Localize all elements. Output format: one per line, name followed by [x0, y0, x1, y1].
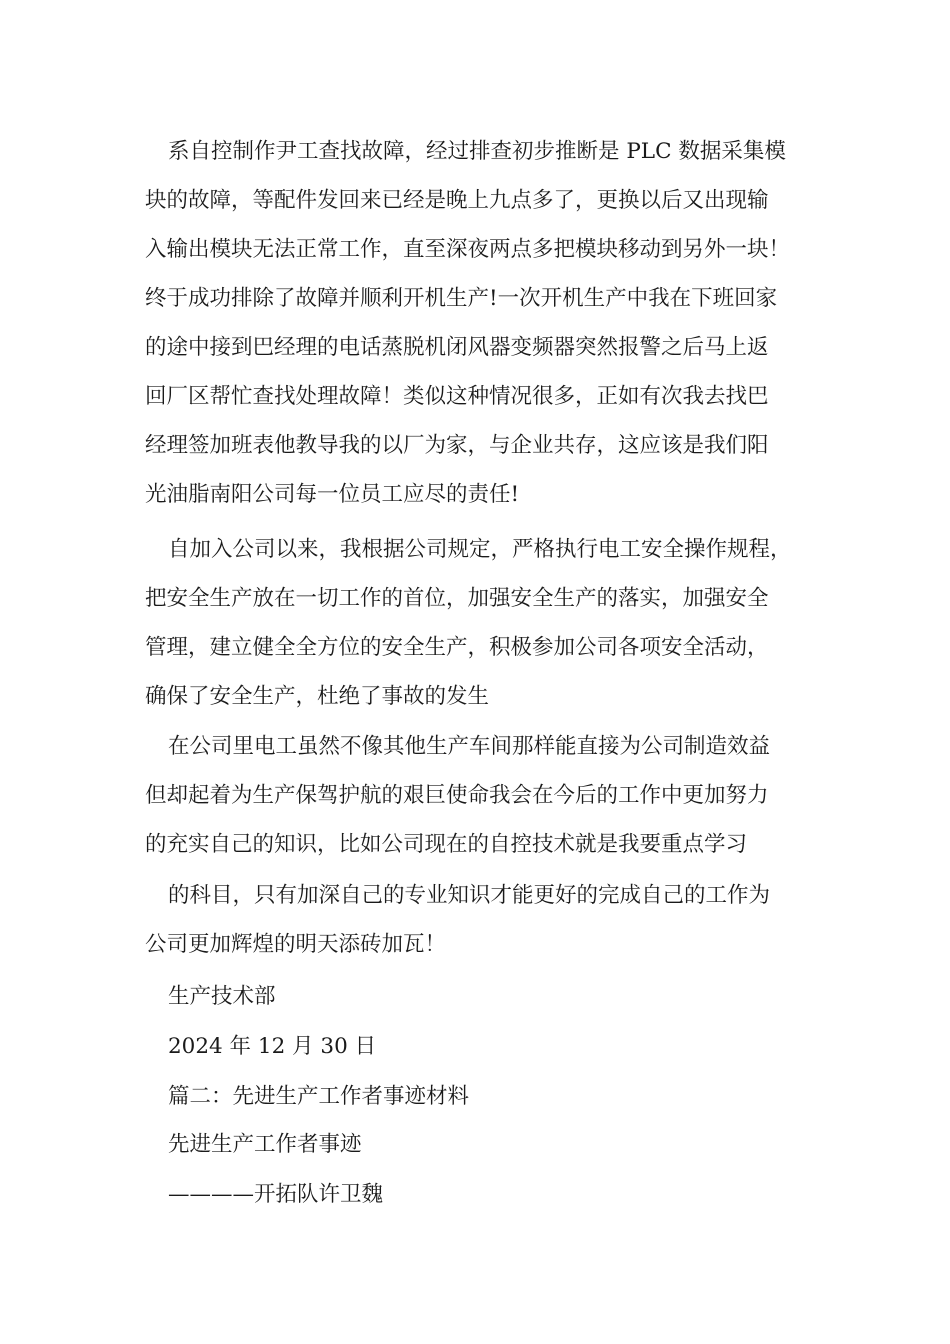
paragraph-line: 的科目，只有加深自己的专业知识才能更好的完成自己的工作为: [168, 883, 771, 908]
paragraph-line: 把安全生产放在一切工作的首位，加强安全生产的落实，加强安全: [145, 586, 769, 611]
paragraph-line: 块的故障，等配件发回来已经是晚上九点多了，更换以后又出现输: [145, 188, 769, 213]
paragraph-line: 管理，建立健全全方位的安全生产，积极参加公司各项安全活动，: [145, 635, 769, 660]
section-title: 先进生产工作者事迹: [168, 1132, 362, 1157]
section-heading: 篇二：先进生产工作者事迹材料: [168, 1084, 470, 1109]
paragraph-line: 但却起着为生产保驾护航的艰巨使命我会在今后的工作中更加努力: [145, 783, 769, 808]
paragraph-line: 入输出模块无法正常工作，直至深夜两点多把模块移动到另外一块！: [145, 237, 791, 262]
section-subtitle: ————开拓队许卫魏: [168, 1182, 384, 1207]
paragraph-line: 在公司里电工虽然不像其他生产车间那样能直接为公司制造效益: [168, 734, 771, 759]
paragraph-line: 公司更加辉煌的明天添砖加瓦！: [145, 932, 447, 957]
paragraph-line: 回厂区帮忙查找处理故障！类似这种情况很多，正如有次我去找巴: [145, 384, 769, 409]
paragraph-line: 的充实自己的知识，比如公司现在的自控技术就是我要重点学习: [145, 832, 748, 857]
paragraph-line: 光油脂南阳公司每一位员工应尽的责任!: [145, 482, 520, 507]
paragraph-line: 终于成功排除了故障并顺利开机生产!一次开机生产中我在下班回家: [145, 286, 778, 311]
department-name: 生产技术部: [168, 984, 276, 1009]
paragraph-line: 经理签加班表他教导我的以厂为家，与企业共存，这应该是我们阳: [145, 433, 769, 458]
paragraph-line: 系自控制作尹工查找故障，经过排查初步推断是 PLC 数据采集模: [168, 139, 786, 164]
paragraph-line: 的途中接到巴经理的电话蒸脱机闭风器变频器突然报警之后马上返: [145, 335, 769, 360]
paragraph-line: 自加入公司以来，我根据公司规定，严格执行电工安全操作规程，: [168, 537, 792, 562]
document-date: 2024 年 12 月 30 日: [168, 1034, 377, 1059]
paragraph-line: 确保了安全生产，杜绝了事故的发生: [145, 684, 490, 709]
